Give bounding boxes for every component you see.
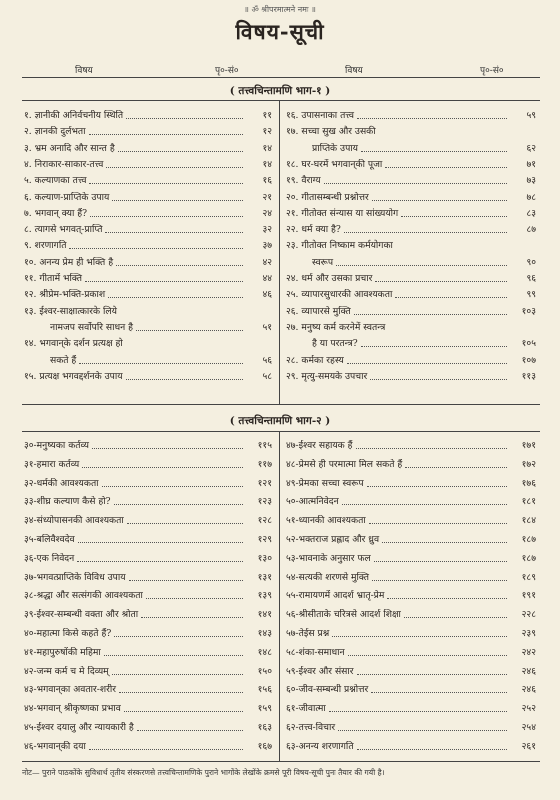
dot-leader bbox=[405, 467, 507, 468]
toc-entry bbox=[286, 703, 536, 714]
toc-entry-label: २९. मृत्यु-समयके उपचार bbox=[286, 370, 368, 382]
toc-entry bbox=[24, 192, 272, 203]
toc-entry-label: १९. वैराग्य bbox=[286, 175, 321, 187]
toc-entry bbox=[286, 159, 536, 170]
dot-leader bbox=[347, 363, 507, 364]
dot-leader bbox=[105, 232, 243, 233]
toc-entry-label: ७. भगवान् क्या हैं? bbox=[24, 207, 88, 219]
toc-entry-page: २५२ bbox=[521, 703, 536, 715]
toc-entry-label: ३९-ईश्वर-सम्बन्धी वक्ता और श्रोता bbox=[24, 609, 139, 621]
toc-entry-label: ५६-श्रीसीताके चरित्रसे आदर्श शिक्षा bbox=[286, 609, 401, 621]
toc-entry-page: १४३ bbox=[257, 628, 272, 639]
toc-entry bbox=[286, 208, 536, 219]
toc-entry-page: ८७ bbox=[526, 224, 536, 236]
dot-leader bbox=[369, 523, 507, 524]
divider bbox=[22, 404, 540, 405]
dot-leader bbox=[329, 711, 507, 712]
toc-entry-label: १८. घर-घरमें भगवान्‌की पूजा bbox=[286, 158, 383, 170]
toc-entry bbox=[24, 143, 272, 154]
header-page-right: पृ०-सं० bbox=[480, 66, 504, 76]
toc-entry-page: ७८ bbox=[526, 191, 536, 203]
toc-entry-page: १६३ bbox=[257, 722, 272, 733]
toc-entry-label: ६१-जीवात्मा bbox=[286, 703, 326, 715]
dot-leader bbox=[356, 448, 507, 449]
toc-entry bbox=[24, 666, 272, 677]
toc-entry-page: ९६ bbox=[526, 273, 536, 284]
dot-leader bbox=[367, 486, 507, 487]
toc-entry-label: ३५-बलिवैश्वदेव bbox=[24, 534, 75, 545]
toc-entry-label: ५४-सत्यकी शरणसे मुक्ति bbox=[286, 571, 370, 583]
dot-leader bbox=[401, 216, 507, 217]
page-title: विषय-सूची bbox=[235, 19, 325, 44]
toc-entry-page: २५४ bbox=[521, 722, 536, 733]
toc-entry-page: १६७ bbox=[257, 740, 272, 752]
toc-entry-page: १०५ bbox=[521, 338, 536, 350]
toc-entry-label: ४४-भगवान् श्रीकृष्णका प्रभाव bbox=[24, 703, 121, 715]
toc-entry-label: ५०-आत्मनिवेदन bbox=[286, 496, 339, 508]
toc-entry-label: ८. त्यागसे भगवत्-प्राप्ति bbox=[24, 224, 103, 236]
dot-leader bbox=[104, 655, 243, 656]
toc-entry bbox=[286, 572, 536, 583]
toc-entry-page: १६ bbox=[262, 175, 272, 187]
toc-entry bbox=[24, 224, 272, 235]
toc-entry-label: ५५-रामायणमें आदर्श भ्रातृ-प्रेम bbox=[286, 590, 385, 602]
dot-leader bbox=[114, 636, 243, 637]
toc-entry-label: ३०-मनुष्यका कर्तव्य bbox=[24, 440, 89, 451]
toc-entry-label: नामजप सर्वोपरि साधन है bbox=[50, 321, 134, 333]
toc-entry bbox=[286, 143, 536, 154]
toc-entry-label: १. ज्ञानीकी अनिर्वचनीय स्थिति bbox=[24, 110, 124, 121]
dot-leader bbox=[342, 504, 507, 505]
toc-entry bbox=[286, 224, 536, 235]
toc-entry bbox=[286, 306, 536, 317]
dot-leader bbox=[136, 330, 243, 331]
dot-leader bbox=[106, 167, 243, 168]
dot-leader bbox=[112, 674, 243, 675]
toc-entry-label-line1: २३. गीतोक्त निष्काम कर्मयोगका bbox=[286, 240, 393, 252]
toc-entry-page: १८४ bbox=[521, 515, 536, 527]
toc-entry-label: सकते हैं bbox=[50, 354, 77, 366]
toc-entry-label-line1: २७. मनुष्य कर्म करनेमें स्वतन्त्र bbox=[286, 321, 386, 333]
column-divider bbox=[279, 431, 280, 761]
toc-entry-page: ७३ bbox=[526, 175, 536, 187]
header-subject-right: विषय bbox=[345, 66, 363, 76]
toc-entry bbox=[24, 515, 272, 526]
section-heading-part2: ( तत्त्वचिन्तामणि भाग-२ ) bbox=[0, 414, 560, 428]
dot-leader bbox=[89, 749, 243, 750]
toc-entry-label: १५. प्रत्यक्ष भगवद्दर्शनके उपाय bbox=[24, 370, 123, 382]
toc-entry-label: ६. कल्याण-प्राप्तिके उपाय bbox=[24, 191, 110, 203]
invocation-line: ॥ ॐ श्रीपरमात्मने नमः ॥ bbox=[244, 5, 316, 14]
toc-entry-page: ११७ bbox=[257, 458, 272, 470]
toc-entry bbox=[24, 159, 272, 170]
dot-leader bbox=[126, 118, 243, 119]
dot-leader bbox=[361, 151, 507, 152]
header-subject-left: विषय bbox=[75, 66, 93, 76]
toc-entry-page: १५९ bbox=[257, 703, 272, 715]
dot-leader bbox=[129, 580, 243, 581]
dot-leader bbox=[387, 598, 507, 599]
toc-entry-page: १५६ bbox=[257, 684, 272, 696]
dot-leader bbox=[82, 467, 243, 468]
toc-entry-label: २०. गीतासम्बन्धी प्रश्नोत्तर bbox=[286, 191, 369, 203]
toc-entry-label: ३७-भगवत्प्राप्तिके विविध उपाय bbox=[24, 571, 126, 583]
toc-entry-label: ३३-शीघ्र कल्याण कैसे हो? bbox=[24, 496, 111, 508]
toc-entry bbox=[286, 175, 536, 186]
toc-entry-page: १३९ bbox=[257, 590, 272, 602]
header-page-left: पृ०-सं० bbox=[215, 66, 239, 76]
dot-leader bbox=[357, 749, 507, 750]
toc-entry bbox=[24, 289, 272, 300]
column-divider bbox=[279, 100, 280, 404]
toc-entry bbox=[24, 478, 272, 489]
toc-entry bbox=[286, 110, 536, 121]
toc-entry bbox=[24, 175, 272, 186]
toc-entry-page: २२८ bbox=[521, 609, 536, 621]
toc-entry-label-line1: १३. ईश्वर-साक्षात्कारके लिये bbox=[24, 305, 117, 317]
toc-entry bbox=[24, 355, 272, 366]
toc-entry-label: प्राप्तिके उपाय bbox=[312, 142, 358, 154]
dot-leader bbox=[77, 561, 243, 562]
toc-entry-label: २२. धर्म क्या है? bbox=[286, 224, 341, 236]
toc-entry bbox=[24, 609, 272, 620]
dot-leader bbox=[92, 448, 243, 449]
dot-leader bbox=[127, 523, 243, 524]
toc-entry bbox=[24, 722, 272, 733]
toc-entry-page: १४१ bbox=[257, 609, 272, 621]
toc-entry bbox=[24, 684, 272, 695]
toc-entry bbox=[24, 273, 272, 284]
toc-entry-label: ५९-ईश्वर और संसार bbox=[286, 665, 354, 677]
divider bbox=[22, 100, 540, 101]
toc-entry-page: ९९ bbox=[526, 289, 536, 301]
toc-entry-page: १२९ bbox=[257, 534, 272, 545]
toc-entry-page: १२८ bbox=[257, 515, 272, 527]
dot-leader bbox=[102, 486, 243, 487]
toc-entry bbox=[24, 440, 272, 451]
dot-leader bbox=[372, 580, 507, 581]
toc-entry-label: १६. उपासनाका तत्त्व bbox=[286, 110, 354, 121]
toc-entry bbox=[24, 534, 272, 545]
toc-entry-label: ३२-धर्मकी आवश्यकता bbox=[24, 477, 99, 489]
toc-entry-label: ३६-एक निवेदन bbox=[24, 552, 75, 564]
toc-entry bbox=[286, 496, 536, 507]
toc-entry bbox=[24, 647, 272, 658]
dot-leader bbox=[371, 692, 507, 693]
toc-entry-label: ३८-श्रद्धा और सत्संगकी आवश्यकता bbox=[24, 590, 143, 602]
toc-entry-page: ८३ bbox=[526, 207, 536, 219]
toc-entry bbox=[24, 628, 272, 639]
toc-entry bbox=[24, 208, 272, 219]
toc-entry-page: १४ bbox=[262, 158, 272, 170]
toc-entry-label: १२. श्रीप्रेम-भक्ति-प्रकाश bbox=[24, 289, 106, 301]
toc-entry-label: स्वरूप bbox=[312, 256, 334, 268]
toc-entry bbox=[286, 741, 536, 752]
toc-entry-page: ११३ bbox=[521, 370, 536, 382]
toc-entry bbox=[286, 355, 536, 366]
toc-entry bbox=[286, 534, 536, 545]
toc-entry-label: ५१-ध्यानकी आवश्यकता bbox=[286, 515, 366, 527]
toc-entry-label: १०. अनन्य प्रेम ही भक्ति है bbox=[24, 256, 114, 268]
toc-entry-label: २६. व्यापारसे मुक्ति bbox=[286, 305, 351, 317]
toc-entry-page: १८९ bbox=[521, 571, 536, 583]
toc-entry-label: २. ज्ञानकी दुर्लभता bbox=[24, 126, 86, 138]
toc-entry-label: ३१-हमारा कर्तव्य bbox=[24, 458, 80, 470]
toc-entry-label: ४. निराकार-साकार-तत्त्व bbox=[24, 158, 104, 170]
dot-leader bbox=[338, 730, 507, 731]
dot-leader bbox=[90, 216, 243, 217]
toc-entry-page: १८७ bbox=[521, 534, 536, 545]
toc-entry-label: ९. शरणागति bbox=[24, 240, 67, 252]
toc-entry bbox=[24, 322, 272, 333]
toc-entry-page: ७१ bbox=[526, 158, 536, 170]
toc-entry-page: ४४ bbox=[262, 273, 272, 284]
dot-leader bbox=[348, 655, 507, 656]
toc-entry-page: ४६ bbox=[262, 289, 272, 301]
toc-entry bbox=[286, 684, 536, 695]
toc-entry-page: १२ bbox=[262, 126, 272, 138]
toc-entry bbox=[286, 257, 536, 268]
toc-entry-page: ३७ bbox=[262, 240, 272, 252]
toc-entry bbox=[286, 590, 536, 601]
toc-entry bbox=[24, 741, 272, 752]
toc-entry bbox=[286, 273, 536, 284]
toc-entry bbox=[24, 240, 272, 251]
toc-entry bbox=[286, 478, 536, 489]
toc-entry bbox=[286, 666, 536, 677]
toc-entry-label: ४१-महापुरुषोंकी महिमा bbox=[24, 646, 101, 658]
dot-leader bbox=[108, 297, 243, 298]
toc-entry bbox=[24, 553, 272, 564]
dot-leader bbox=[395, 297, 507, 298]
dot-leader bbox=[119, 692, 243, 693]
toc-entry-page: १२३ bbox=[257, 496, 272, 508]
toc-entry-label: २४. धर्म और उसका प्रचार bbox=[286, 273, 373, 284]
toc-entry-label-line1: १४. भगवान्‌के दर्शन प्रत्यक्ष हो bbox=[24, 338, 123, 350]
dot-leader bbox=[118, 151, 243, 152]
dot-leader bbox=[78, 542, 243, 543]
toc-entry-page: ३२ bbox=[262, 224, 272, 236]
toc-entry-page: २४६ bbox=[521, 665, 536, 677]
dot-leader bbox=[146, 598, 243, 599]
toc-entry-label: ३. भ्रम अनादि और सान्त है bbox=[24, 142, 115, 154]
section-heading-part1: ( तत्त्वचिन्तामणि भाग-१ ) bbox=[0, 84, 560, 98]
toc-entry-label-line1: १७. सच्चा सुख और उसकी bbox=[286, 126, 376, 138]
dot-leader bbox=[324, 183, 507, 184]
toc-entry bbox=[286, 371, 536, 382]
toc-entry-label: ५२-भक्तराज प्रह्लाद और ध्रुव bbox=[286, 534, 380, 545]
dot-leader bbox=[372, 200, 507, 201]
toc-entry-label: २५. व्यापारसुधारकी आवश्यकता bbox=[286, 289, 393, 301]
toc-entry-page: ५१ bbox=[262, 321, 272, 333]
toc-entry bbox=[24, 371, 272, 382]
toc-entry-page: ९० bbox=[526, 256, 536, 268]
toc-entry-page: १८७ bbox=[521, 552, 536, 564]
toc-entry-page: ५६ bbox=[262, 354, 272, 366]
toc-entry-page: १०७ bbox=[521, 354, 536, 366]
dot-leader bbox=[89, 183, 243, 184]
toc-entry-label: ४५-ईश्वर दयालु और न्यायकारी है bbox=[24, 722, 134, 733]
toc-entry-page: २४ bbox=[262, 207, 272, 219]
toc-entry-page: १५० bbox=[257, 665, 272, 677]
toc-entry-page: १०३ bbox=[521, 305, 536, 317]
toc-entry-label: ३४-संध्योपासनकी आवश्यकता bbox=[24, 515, 124, 527]
dot-leader bbox=[336, 265, 507, 266]
divider bbox=[22, 77, 540, 78]
dot-leader bbox=[124, 711, 243, 712]
dot-leader bbox=[89, 134, 243, 135]
toc-entry-page: २४२ bbox=[521, 646, 536, 658]
toc-entry bbox=[286, 722, 536, 733]
dot-leader bbox=[382, 542, 507, 543]
toc-entry-page: १३१ bbox=[257, 571, 272, 583]
dot-leader bbox=[354, 314, 507, 315]
dot-leader bbox=[357, 118, 507, 119]
toc-entry bbox=[24, 126, 272, 137]
toc-entry-page: २४६ bbox=[521, 684, 536, 696]
toc-entry-label: ५८-शंका-समाधान bbox=[286, 646, 345, 658]
toc-entry-page: ५८ bbox=[262, 370, 272, 382]
divider bbox=[22, 761, 540, 762]
dot-leader bbox=[79, 363, 243, 364]
toc-entry bbox=[286, 515, 536, 526]
toc-entry bbox=[24, 590, 272, 601]
toc-entry bbox=[24, 572, 272, 583]
divider bbox=[22, 431, 540, 432]
toc-entry-page: १४ bbox=[262, 142, 272, 154]
toc-entry-label: ४८-प्रेमसे ही परमात्मा मिल सकते हैं bbox=[286, 458, 403, 470]
toc-entry bbox=[286, 459, 536, 470]
toc-entry-page: १७१ bbox=[521, 440, 536, 451]
dot-leader bbox=[137, 730, 243, 731]
toc-entry-page: ५९ bbox=[526, 110, 536, 121]
dot-leader bbox=[114, 504, 243, 505]
toc-entry-page: ११५ bbox=[257, 440, 272, 451]
toc-entry-label: है या परतन्त्र? bbox=[312, 338, 358, 350]
toc-entry bbox=[286, 628, 536, 639]
dot-leader bbox=[116, 265, 243, 266]
toc-entry-label: ४०-महात्मा किसे कहते हैं? bbox=[24, 628, 112, 639]
toc-entry-label: ५७-तेईस प्रश्न bbox=[286, 628, 330, 639]
toc-entry-label: २८. कर्मका रहस्य bbox=[286, 354, 344, 366]
dot-leader bbox=[370, 379, 507, 380]
toc-entry-page: १४८ bbox=[257, 646, 272, 658]
toc-entry-page: १८१ bbox=[521, 496, 536, 508]
toc-entry-label: ४६-भगवान्‌की दया bbox=[24, 740, 86, 752]
toc-entry-label: ६२-तत्त्व-विचार bbox=[286, 722, 336, 733]
toc-entry-page: १३० bbox=[257, 552, 272, 564]
toc-entry bbox=[24, 496, 272, 507]
toc-entry-label: ४९-प्रेमका सच्चा स्वरूप bbox=[286, 477, 364, 489]
toc-entry-label: ५. कल्याणका तत्त्व bbox=[24, 175, 87, 187]
toc-entry bbox=[286, 440, 536, 451]
toc-entry-label: २१. गीतोक्त संन्यास या सांख्ययोग bbox=[286, 207, 399, 219]
toc-entry bbox=[24, 459, 272, 470]
dot-leader bbox=[375, 281, 507, 282]
dot-leader bbox=[69, 248, 243, 249]
toc-entry-page: ६२ bbox=[526, 142, 536, 154]
toc-entry-page: ११ bbox=[262, 110, 272, 121]
toc-entry bbox=[24, 703, 272, 714]
toc-entry-label: ६३-अनन्य शरणागति bbox=[286, 740, 354, 752]
toc-entry-label: ४२-जन्म कर्म च मे दिव्यम् bbox=[24, 665, 109, 677]
toc-entry-page: १२१ bbox=[257, 477, 272, 489]
toc-entry bbox=[286, 338, 536, 349]
toc-entry bbox=[24, 257, 272, 268]
toc-entry-page: १७२ bbox=[521, 458, 536, 470]
dot-leader bbox=[85, 281, 243, 282]
toc-entry-page: १७६ bbox=[521, 477, 536, 489]
dot-leader bbox=[357, 674, 508, 675]
dot-leader bbox=[385, 167, 507, 168]
dot-leader bbox=[332, 636, 507, 637]
dot-leader bbox=[112, 200, 243, 201]
toc-entry bbox=[24, 110, 272, 121]
toc-entry-page: १९१ bbox=[521, 590, 536, 602]
toc-entry-label: ४३-भगवान्‌का अवतार-शरीर bbox=[24, 684, 116, 696]
dot-leader bbox=[374, 561, 507, 562]
toc-entry-page: ४२ bbox=[262, 256, 272, 268]
dot-leader bbox=[344, 232, 507, 233]
toc-entry-page: २१ bbox=[262, 191, 272, 203]
dot-leader bbox=[361, 346, 507, 347]
toc-entry bbox=[286, 289, 536, 300]
dot-leader bbox=[404, 617, 507, 618]
toc-entry-label: ४७-ईश्वर सहायक हैं bbox=[286, 440, 353, 451]
dot-leader bbox=[141, 617, 243, 618]
toc-entry-label: ६०-जीव-सम्बन्धी प्रश्नोत्तर bbox=[286, 684, 369, 696]
dot-leader bbox=[126, 379, 243, 380]
toc-entry-label: ५३-भावनाके अनुसार फल bbox=[286, 552, 371, 564]
toc-entry-page: २३९ bbox=[521, 628, 536, 639]
footnote: नोट— पुराने पाठकोंके सुविधार्थ तृतीय संस्करणसे तत्त्वचिन्तामणिके पुराने भागोंके लेखोंके क्रमसे पूरी विषय-सूची पुनः तैयार की गयी है। bbox=[22, 768, 385, 777]
toc-entry-page: २६१ bbox=[521, 740, 536, 752]
toc-entry bbox=[286, 647, 536, 658]
toc-entry bbox=[286, 553, 536, 564]
toc-entry-label: ११. गीतामें भक्ति bbox=[24, 273, 82, 284]
toc-entry bbox=[286, 609, 536, 620]
toc-entry bbox=[286, 192, 536, 203]
